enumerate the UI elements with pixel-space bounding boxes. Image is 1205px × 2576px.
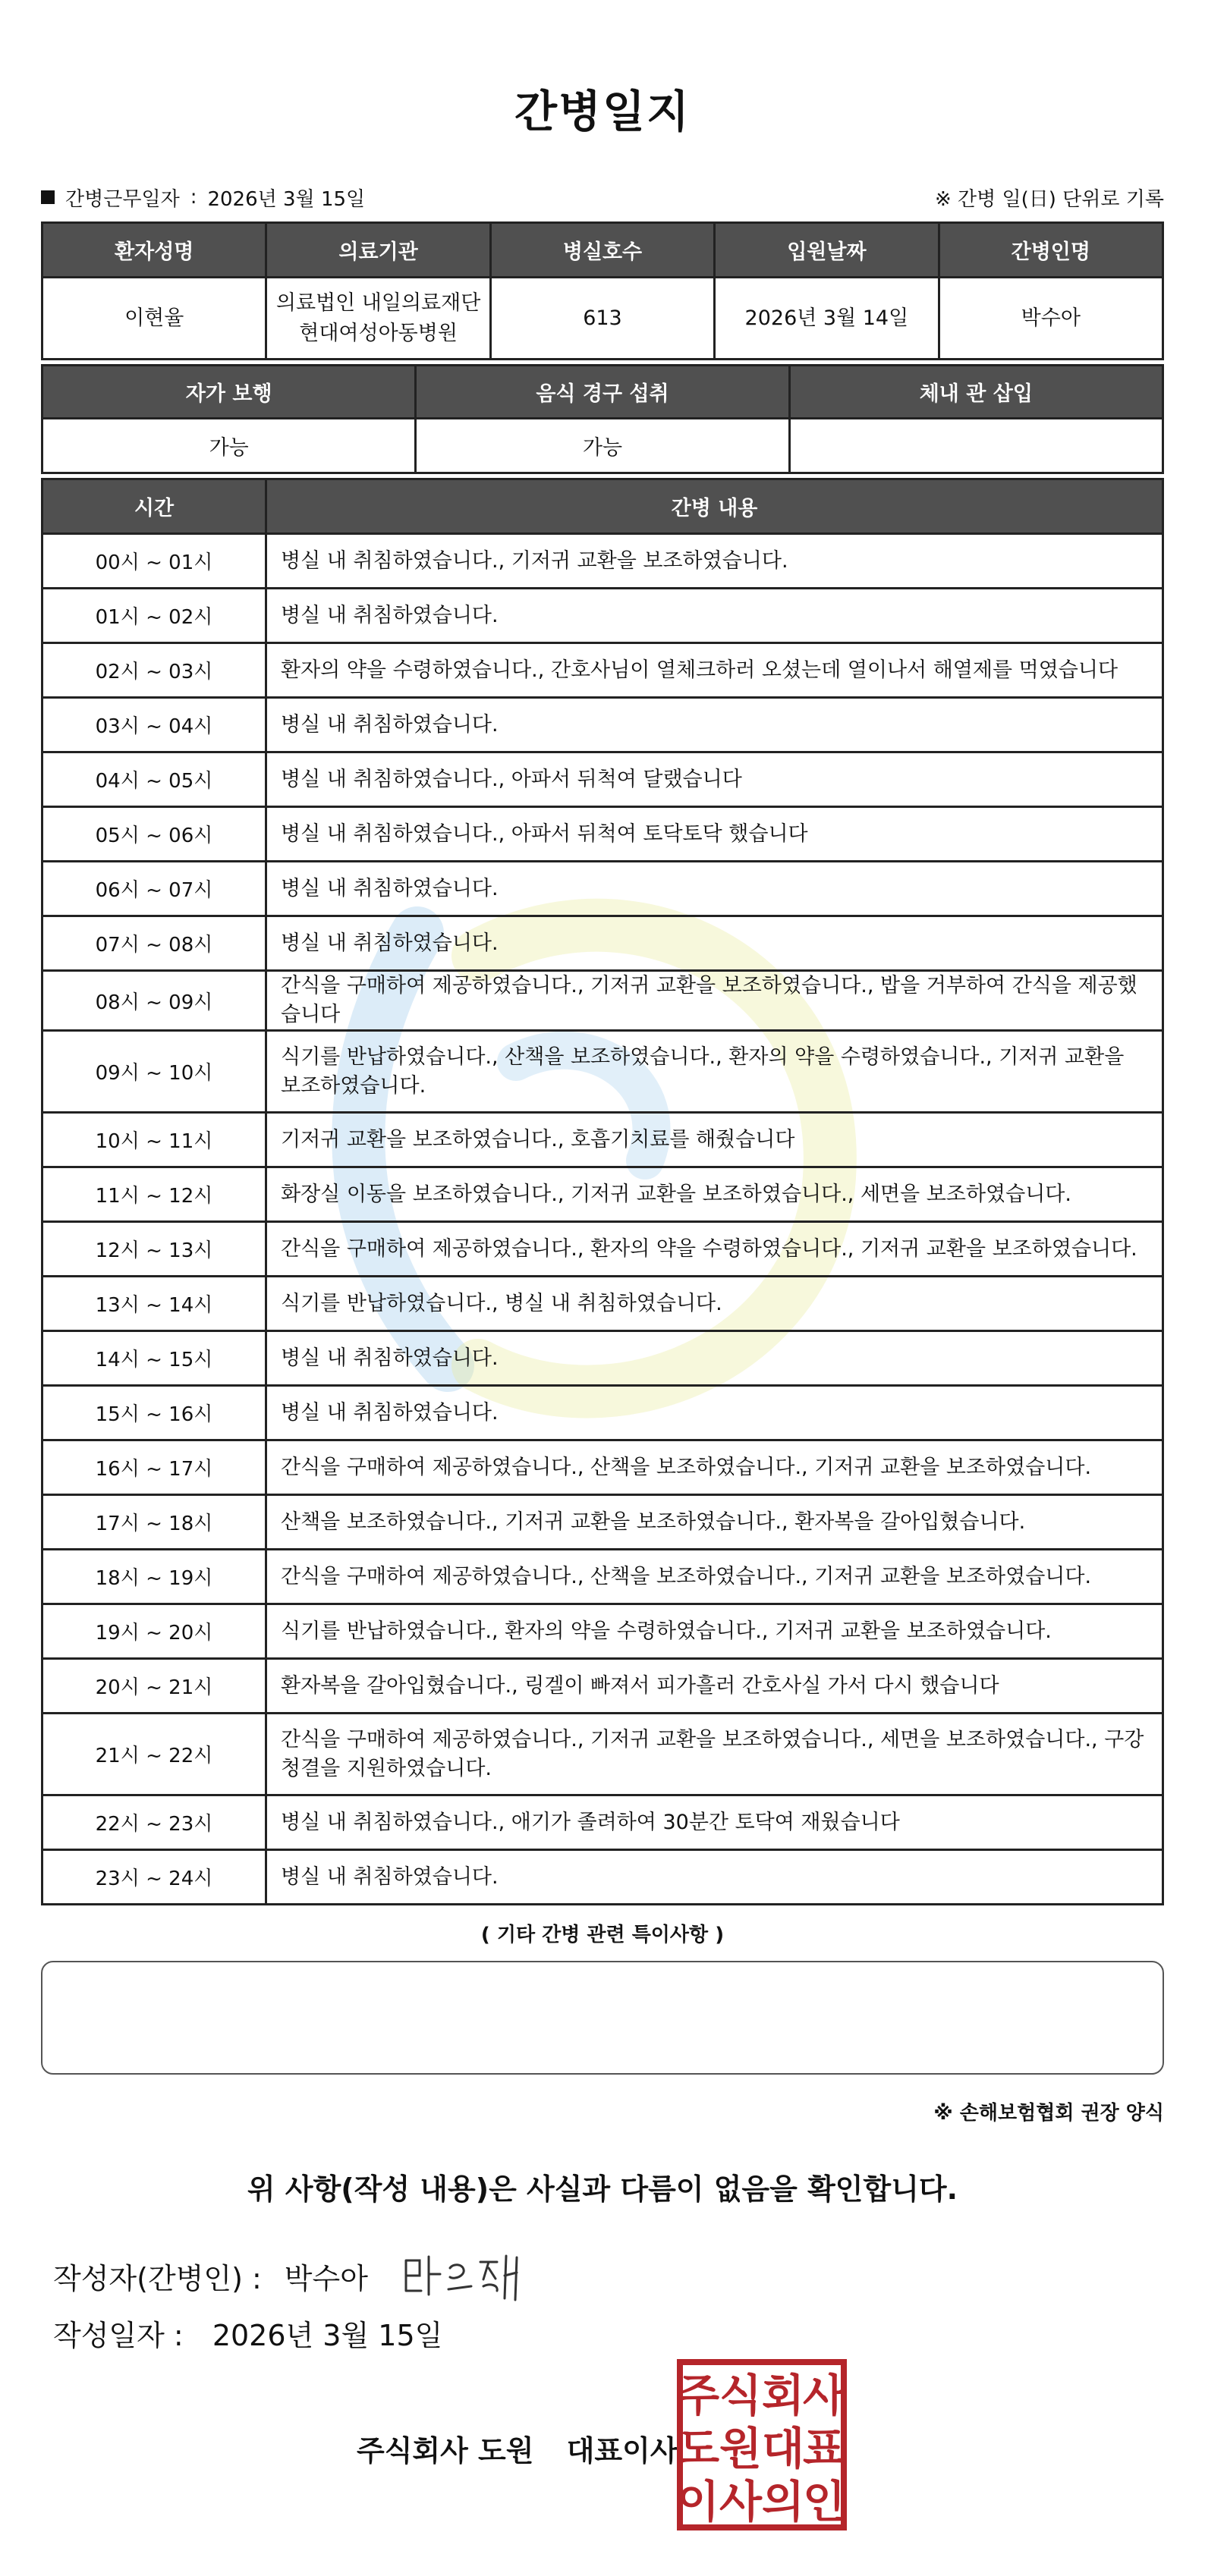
log-content: 간식을 구매하여 제공하였습니다., 기저귀 교환을 보조하였습니다., 밥을 거부하여 간식을 제공했습니다 [266,971,1163,1031]
log-header-row [42,479,1163,534]
company-seal-stamp [675,2358,848,2532]
log-content: 간식을 구매하여 제공하였습니다., 산책을 보조하였습니다., 기저귀 교환을 보조하였습니다. [266,1440,1163,1495]
log-time: 23시 ~ 24시 [42,1850,266,1905]
log-row [42,971,1163,1031]
log-row [42,1659,1163,1714]
log-row [42,1714,1163,1795]
log-time: 01시 ~ 02시 [42,589,266,643]
log-content: 병실 내 취침하였습니다. [266,698,1163,752]
seal-char: 회 [761,2370,805,2421]
header-patient-name: 환자성명 [42,223,266,278]
confirmation-statement: 위 사항(작성 내용)은 사실과 다름이 없음을 확인합니다. [247,2172,958,2206]
header-hospital: 의료기관 [266,223,490,278]
author-line [53,2245,527,2306]
log-content: 간식을 구매하여 제공하였습니다., 기저귀 교환을 보조하였습니다., 세면을 보조하였습니다., 구강청결을 지원하였습니다. [266,1714,1163,1795]
log-time: 17시 ~ 18시 [42,1495,266,1550]
status-value-row [42,419,1163,473]
patient-name: 이현율 [42,278,266,360]
log-time: 08시 ~ 09시 [42,971,266,1031]
log-time: 19시 ~ 20시 [42,1604,266,1659]
log-row [42,807,1163,862]
author-label: 작성자(간병인) : [53,2261,262,2295]
log-row [42,1440,1163,1495]
header-time: 시간 [42,479,266,534]
special-notes-label: ( 기타 간병 관련 특이사항 ) [480,1924,725,1946]
unit-note: ※ 간병 일(日) 단위로 기록 [934,187,1164,211]
seal-char: 대 [761,2423,805,2474]
log-time: 06시 ~ 07시 [42,862,266,916]
log-time: 14시 ~ 15시 [42,1331,266,1386]
log-time: 04시 ~ 05시 [42,752,266,807]
header-admit-date: 입원날짜 [715,223,939,278]
header-room: 병실호수 [490,223,714,278]
log-content: 병실 내 취침하였습니다., 애기가 졸려하여 30분간 토닥여 재웠습니다 [266,1795,1163,1850]
meta-row [41,182,1164,212]
work-date [41,184,365,212]
header-tube-insertion: 체내 관 삽입 [789,366,1163,419]
log-row [42,862,1163,916]
log-row [42,1795,1163,1850]
header-care-content: 간병 내용 [266,479,1163,534]
written-date-value: 2026년 3월 15일 [212,2319,443,2352]
seal-char: 주 [676,2370,720,2421]
patient-status-table [41,364,1164,474]
header-self-walking: 자가 보행 [42,366,416,419]
log-row [42,1113,1163,1167]
log-row [42,752,1163,807]
seal-char: 의 [761,2476,805,2527]
patient-info-value-row [42,278,1163,360]
log-time: 12시 ~ 13시 [42,1222,266,1277]
log-time: 07시 ~ 08시 [42,916,266,971]
handwritten-signature [398,2245,527,2306]
work-date-label: 간병근무일자 [65,187,180,211]
log-time: 15시 ~ 16시 [42,1386,266,1440]
log-row [42,1222,1163,1277]
seal-char: 인 [802,2476,846,2527]
log-content: 식기를 반납하였습니다., 병실 내 취침하였습니다. [266,1277,1163,1331]
log-time: 00시 ~ 01시 [42,534,266,589]
log-time: 10시 ~ 11시 [42,1113,266,1167]
log-content: 병실 내 취침하였습니다. [266,1850,1163,1905]
special-notes-box [41,1961,1164,2075]
log-body [42,534,1163,1905]
admit-date: 2026년 3월 14일 [715,278,939,360]
log-time: 13시 ~ 14시 [42,1277,266,1331]
log-content: 병실 내 취침하였습니다. [266,862,1163,916]
log-row [42,534,1163,589]
care-log-table [41,478,1164,1905]
written-date-line [53,2312,442,2354]
log-row [42,643,1163,698]
log-content: 간식을 구매하여 제공하였습니다., 환자의 약을 수령하였습니다., 기저귀 교환을 보조하였습니다. [266,1222,1163,1277]
log-time: 16시 ~ 17시 [42,1440,266,1495]
log-time: 03시 ~ 04시 [42,698,266,752]
company-name: 주식회사 도원 [357,2434,534,2468]
work-date-value: 2026년 3월 15일 [207,187,366,211]
work-date-sep: : [190,186,197,209]
log-content: 병실 내 취침하였습니다. [266,1386,1163,1440]
log-content: 병실 내 취침하였습니다., 아파서 뒤척여 토닥토닥 했습니다 [266,807,1163,862]
log-content: 식기를 반납하였습니다., 산책을 보조하였습니다., 환자의 약을 수령하였습니다., 기저귀 교환을 보조하였습니다. [266,1031,1163,1113]
tube-insertion-value [789,419,1163,473]
hospital-line2: 현대여성아동병원 [299,321,458,345]
log-time: 11시 ~ 12시 [42,1167,266,1222]
hospital-line1: 의료법인 내일의료재단 [275,291,481,315]
log-time: 09시 ~ 10시 [42,1031,266,1113]
square-bullet-icon [41,190,55,204]
log-row [42,1331,1163,1386]
self-walking-value: 가능 [42,419,416,473]
seal-char: 사 [719,2476,763,2527]
log-row [42,1167,1163,1222]
log-content: 병실 내 취침하였습니다., 기저귀 교환을 보조하였습니다. [266,534,1163,589]
seal-char: 이 [676,2476,720,2527]
ceo-title: 대표이사 [566,2434,678,2468]
log-content: 기저귀 교환을 보조하였습니다., 호흡기치료를 해줬습니다 [266,1113,1163,1167]
log-row [42,916,1163,971]
log-content: 간식을 구매하여 제공하였습니다., 산책을 보조하였습니다., 기저귀 교환을 보조하였습니다. [266,1550,1163,1604]
log-time: 22시 ~ 23시 [42,1795,266,1850]
patient-info-header-row [42,223,1163,278]
seal-char: 사 [802,2370,846,2421]
document-title: 간병일지 [514,86,691,137]
header-caregiver: 간병인명 [939,223,1163,278]
form-note: ※ 손해보험협회 권장 양식 [933,2102,1164,2125]
log-time: 20시 ~ 21시 [42,1659,266,1714]
log-content: 병실 내 취침하였습니다. [266,589,1163,643]
log-row [42,1495,1163,1550]
caregiver-name: 박수아 [939,278,1163,360]
log-content: 환자복을 갈아입혔습니다., 링겔이 빠져서 피가흘러 간호사실 가서 다시 했습니다 [266,1659,1163,1714]
room-number: 613 [490,278,714,360]
log-row [42,1550,1163,1604]
log-time: 02시 ~ 03시 [42,643,266,698]
header-oral-intake: 음식 경구 섭취 [416,366,789,419]
log-row [42,1031,1163,1113]
log-content: 병실 내 취침하였습니다., 아파서 뒤척여 달랬습니다 [266,752,1163,807]
oral-intake-value: 가능 [416,419,789,473]
log-row [42,698,1163,752]
status-header-row [42,366,1163,419]
patient-info-table [41,221,1164,360]
seal-char: 도 [676,2423,720,2474]
log-row [42,589,1163,643]
author-name: 박수아 [284,2261,368,2295]
log-row [42,1277,1163,1331]
log-content: 식기를 반납하였습니다., 환자의 약을 수령하였습니다., 기저귀 교환을 보조하였습니다. [266,1604,1163,1659]
log-time: 05시 ~ 06시 [42,807,266,862]
log-content: 화장실 이동을 보조하였습니다., 기저귀 교환을 보조하였습니다., 세면을 보조하였습니다. [266,1167,1163,1222]
written-date-label: 작성일자 : [53,2319,184,2352]
log-content: 병실 내 취침하였습니다. [266,1331,1163,1386]
log-content: 환자의 약을 수령하였습니다., 간호사님이 열체크하러 오셨는데 열이나서 해열제를 먹였습니다 [266,643,1163,698]
log-row [42,1386,1163,1440]
log-content: 병실 내 취침하였습니다. [266,916,1163,971]
company-line [357,2427,678,2469]
log-time: 21시 ~ 22시 [42,1714,266,1795]
log-content: 산책을 보조하였습니다., 기저귀 교환을 보조하였습니다., 환자복을 갈아입혔습니다. [266,1495,1163,1550]
log-time: 18시 ~ 19시 [42,1550,266,1604]
seal-char: 식 [719,2370,763,2421]
log-row [42,1850,1163,1905]
seal-char: 원 [719,2423,763,2474]
hospital [266,278,490,360]
seal-char: 표 [802,2423,846,2474]
log-row [42,1604,1163,1659]
